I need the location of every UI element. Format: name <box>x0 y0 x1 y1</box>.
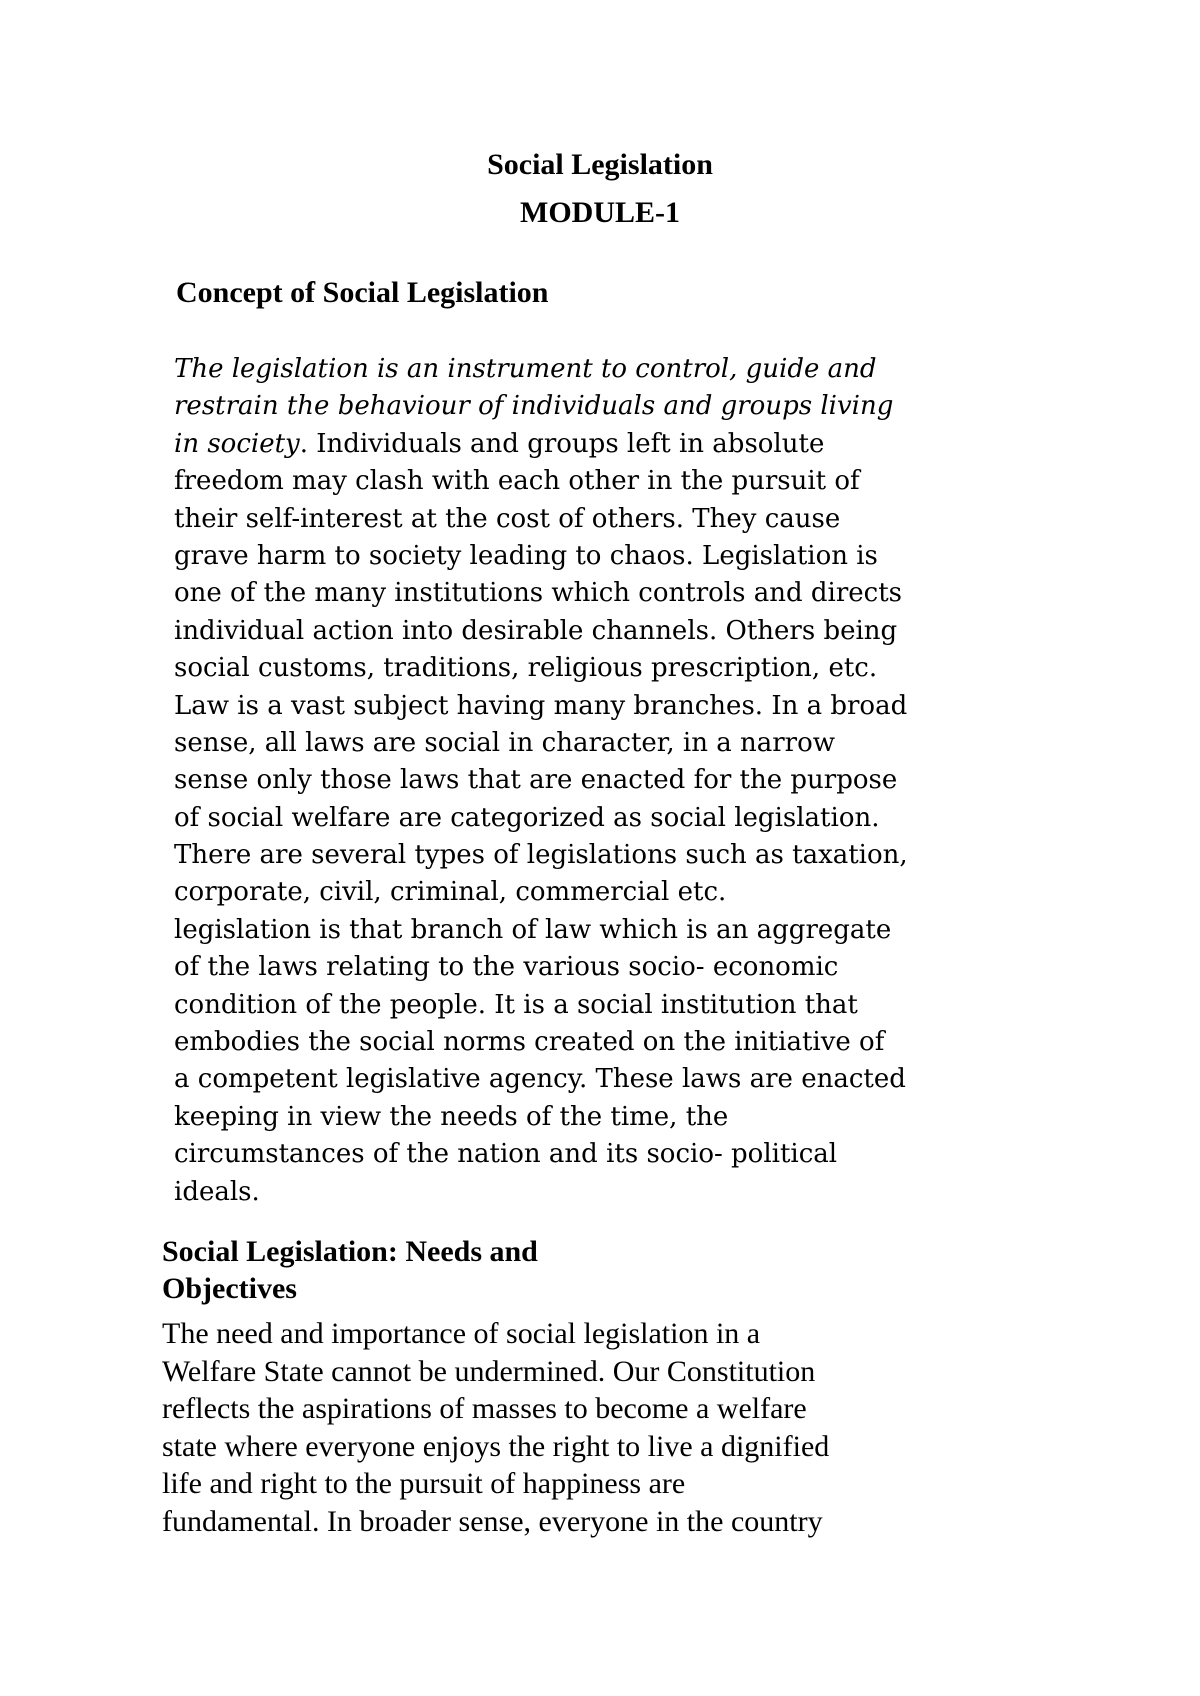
paragraph-line: There are several types of legislations such as taxation, <box>174 840 908 871</box>
paragraph-line: individual action into desirable channels. Others being <box>174 615 898 646</box>
paragraph-line: a competent legislative agency. These laws are enacted <box>174 1064 906 1095</box>
paragraph-line: condition of the people. It is a social institution that <box>174 989 858 1020</box>
paragraph-line: one of the many institutions which controls and directs <box>174 578 902 609</box>
italic-text: restrain the behaviour of individuals and groups living <box>174 391 894 422</box>
paragraph-line: sense, all laws are social in character, in a narrow <box>174 727 836 758</box>
paragraph-line: reflects the aspirations of masses to become a welfare <box>162 1392 807 1425</box>
paragraph-line: freedom may clash with each other in the pursuit of <box>174 466 860 497</box>
paragraph-line: corporate, civil, criminal, commercial etc. <box>174 877 727 908</box>
paragraph-line: of social welfare are categorized as social legislation. <box>174 802 880 833</box>
paragraph-line <box>174 351 1034 388</box>
paragraph-line: embodies the social norms created on the initiative of <box>174 1027 885 1058</box>
paragraph-line: Law is a vast subject having many branches. In a broad <box>174 690 908 721</box>
paragraph-line: grave harm to society leading to chaos. Legislation is <box>174 540 878 571</box>
paragraph-line <box>174 388 1034 425</box>
section-heading-concept: Concept of Social Legislation <box>176 276 549 309</box>
module-label: MODULE-1 <box>520 196 680 229</box>
italic-text: in society <box>174 428 300 459</box>
document-title: Social Legislation <box>487 148 713 181</box>
paragraph-line: legislation is that branch of law which is an aggregate <box>174 914 892 945</box>
paragraph-line: of the laws relating to the various socio- economic <box>174 952 839 983</box>
paragraph-line: social customs, traditions, religious prescription, etc. <box>174 653 878 684</box>
paragraph-text: . Individuals and groups left in absolute <box>299 428 825 459</box>
paragraph-line <box>174 426 1034 463</box>
paragraph-line: state where everyone enjoys the right to live a dignified <box>162 1429 830 1463</box>
needs-paragraph <box>162 1315 1062 1540</box>
paragraph-line: The need and importance of social legislation in a <box>162 1317 761 1350</box>
paragraph-line: their self-interest at the cost of others. They cause <box>174 503 841 534</box>
paragraph-line: life and right to the pursuit of happiness are <box>162 1467 686 1500</box>
paragraph-line: ideals. <box>174 1176 260 1207</box>
heading-line: Objectives <box>162 1272 297 1305</box>
paragraph-line: fundamental. In broader sense, everyone in the country <box>162 1504 823 1538</box>
paragraph-line: Welfare State cannot be undermined. Our Constitution <box>162 1354 816 1388</box>
italic-text: The legislation is an instrument to control, guide and <box>174 354 877 384</box>
paragraph-line: sense only those laws that are enacted for the purpose <box>174 765 898 796</box>
section-heading-needs <box>162 1233 538 1307</box>
concept-paragraph <box>174 351 1034 1211</box>
paragraph-line: keeping in view the needs of the time, the <box>174 1101 729 1132</box>
heading-line: Social Legislation: Needs and <box>162 1235 538 1268</box>
paragraph-line: circumstances of the nation and its socio- political <box>174 1139 838 1170</box>
